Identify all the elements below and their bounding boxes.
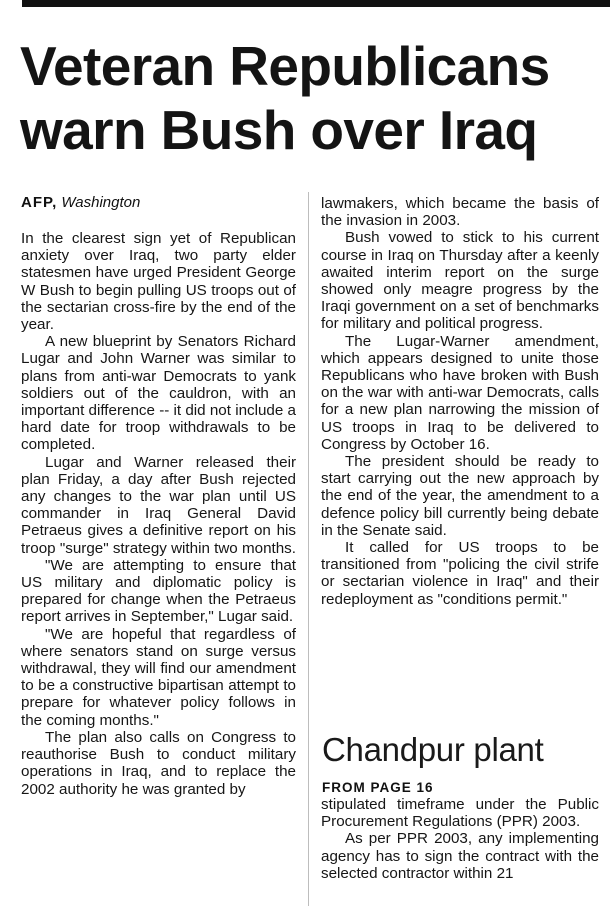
headline-line-2: warn Bush over Iraq <box>20 99 538 161</box>
article-paragraph: A new blueprint by Senators Richard Lugar and John Warner was similar to plans from anti-war Democrats to yank soldiers out of the cauldron, with an important difference -- it did not include a hard date for troop withdrawals to be completed. <box>21 333 296 454</box>
top-rule <box>22 0 610 7</box>
headline-line-1: Veteran Republicans <box>20 35 550 97</box>
article-paragraph: lawmakers, which became the basis of the invasion in 2003. <box>321 195 599 230</box>
article-paragraph: As per PPR 2003, any implementing agency has to sign the contract with the selected contractor within 21 <box>321 830 599 882</box>
article-paragraph: The president should be ready to start carrying out the new approach by the end of the year, the amendment to a defence policy bill currently being debate in the Senate said. <box>321 453 599 539</box>
article-paragraph: The Lugar-Warner amendment, which appears designed to unite those Republicans who have broken with Bush on the war with anti-war Democrats, calls for a new plan narrowing the mission of US troops in Iraq to be delivered to Congress by October 16. <box>321 332 599 453</box>
jump-line: FROM PAGE 16 <box>322 780 434 795</box>
article-paragraph: It called for US troops to be transitioned from "policing the civil strife or sectarian violence in Iraq" and their redeployment as "conditions permit." <box>321 539 599 608</box>
page-title <box>20 34 605 162</box>
left-column-body <box>21 230 296 798</box>
article-paragraph: The plan also calls on Congress to reauthorise Bush to conduct military operations in Iraq, and to replace the 2002 authority he was granted by <box>21 728 296 798</box>
second-story-headline: Chandpur plant <box>322 731 544 768</box>
article-paragraph: "We are hopeful that regardless of where senators stand on surge versus withdrawal, they will find our amendment to be a constructive bipartisan attempt to prepare for whatever policy follows in the coming months." <box>21 625 296 729</box>
second-story-body <box>321 796 599 882</box>
byline-source: AFP, <box>21 194 58 211</box>
byline <box>21 194 140 212</box>
article-paragraph: Lugar and Warner released their plan Friday, a day after Bush rejected any changes to the war plan until US commander in Iraq General David Petraeus gives a definitive report on his troop "surge" strategy within two months. <box>21 453 296 557</box>
right-column-body <box>321 195 599 608</box>
article-paragraph: Bush vowed to stick to his current course in Iraq on Thursday after a keenly awaited interim report on the surge showed only meagre progress by the Iraqi government on a set of benchmarks for military and political progress. <box>321 229 599 333</box>
column-divider <box>308 192 309 906</box>
article-paragraph: In the clearest sign yet of Republican anxiety over Iraq, two party elder statesmen have urged President George W Bush to begin pulling US troops out of the sectarian cross-fire by the end of the year. <box>21 230 296 334</box>
article-paragraph: "We are attempting to ensure that US military and diplomatic policy is prepared for change when the Petraeus report arrives in September," Lugar said. <box>21 556 296 626</box>
article-paragraph: stipulated timeframe under the Public Procurement Regulations (PPR) 2003. <box>321 796 599 831</box>
byline-location: Washington <box>61 194 141 211</box>
